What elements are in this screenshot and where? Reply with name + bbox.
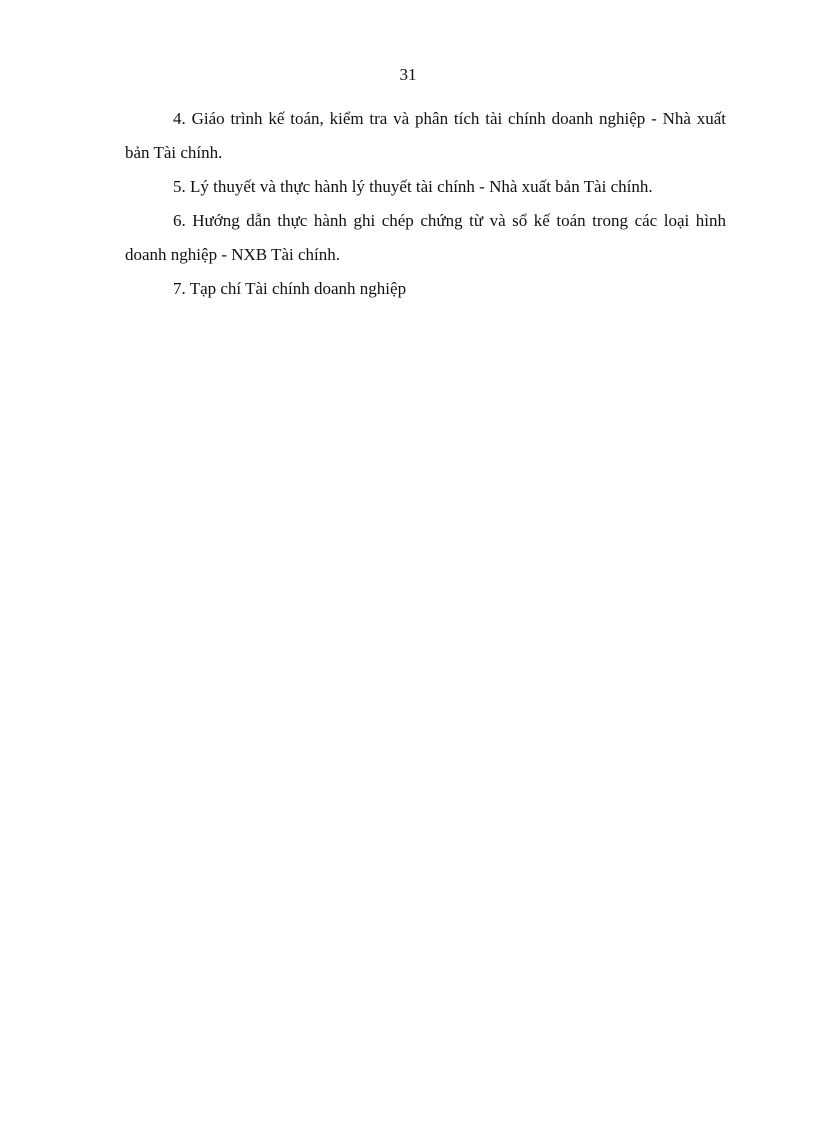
reference-item-4: 4. Giáo trình kế toán, kiểm tra và phân tích tài chính doanh nghiệp - Nhà xuất bản Tài chính. xyxy=(125,109,726,162)
reference-item-6: 6. Hướng dẫn thực hành ghi chép chứng từ và sổ kế toán trong các loại hình doanh nghiệp - NXB Tài chính. xyxy=(125,211,726,264)
reference-list xyxy=(125,102,726,306)
reference-item-7: 7. Tạp chí Tài chính doanh nghiệp xyxy=(173,279,407,298)
page-number: 31 xyxy=(399,65,417,84)
reference-item-5: 5. Lý thuyết và thực hành lý thuyết tài chính - Nhà xuất bản Tài chính. xyxy=(173,177,653,196)
